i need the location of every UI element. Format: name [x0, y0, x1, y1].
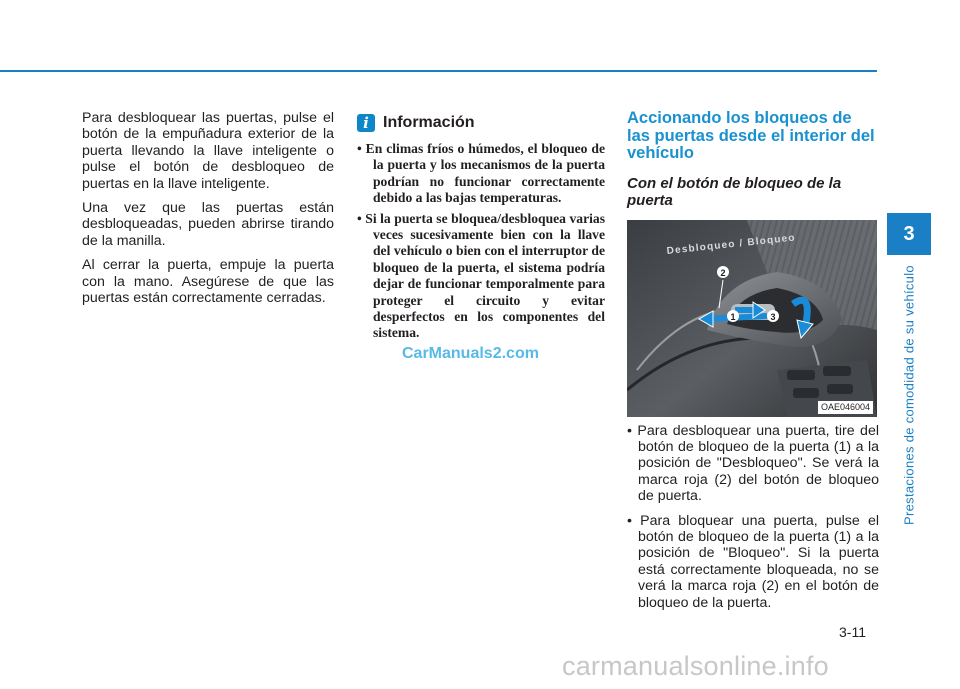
- paragraph-unlock: Para desbloquear las puertas, pulse el botón de la empuñadura exterior de la puerta llevando la llave inteligente o pulse el botón de desbloqueo de puertas en la llave inteligente.: [82, 110, 334, 192]
- left-column: [82, 110, 334, 314]
- section-title: Accionando los bloqueos de las puertas desde el interior del vehículo: [627, 109, 875, 162]
- subsection-title: Con el botón de bloqueo de la puerta: [627, 174, 842, 209]
- info-item-repeat: • Si la puerta se bloquea/desbloquea varias veces sucesivamente bien con la llave del vehículo o bien con el interruptor de bloqueo de la puerta, el sistema podría dejar de funcionar temporalmente para proteger el circuito y evitar desperfectos en los componentes del sistema.: [357, 210, 605, 341]
- info-box: [357, 110, 605, 346]
- door-interior-illustration: [627, 220, 877, 417]
- info-header: [357, 114, 605, 132]
- info-icon: i: [357, 114, 375, 132]
- callout-3: 3: [770, 311, 776, 322]
- info-title: Información: [383, 114, 475, 131]
- instruction-list: [627, 423, 879, 611]
- callout-1: 1: [730, 311, 736, 322]
- door-lock-figure: [627, 220, 877, 417]
- chapter-label: Prestaciones de comodidad de su vehículo: [901, 265, 917, 525]
- instruction-lock: • Para bloquear una puerta, pulse el botón de bloqueo de la puerta (1) a la posición de "Bloqueo". Si la puerta está correctamente bloqueada, no se verá la marca roja (2) en el botón de bloqueo de la puerta.: [627, 512, 879, 611]
- paragraph-close: Al cerrar la puerta, empuje la puerta con la mano. Asegúrese de que las puertas están correctamente cerradas.: [82, 257, 334, 307]
- right-column: [627, 110, 879, 619]
- callout-2: 2: [720, 267, 726, 278]
- top-rule: [0, 70, 877, 72]
- watermark-text: CarManuals2.com: [402, 345, 539, 362]
- page-number: 3-11: [839, 624, 866, 640]
- figure-code: OAE046004: [818, 401, 873, 414]
- footer-site: carmanualsonline.info: [562, 651, 829, 681]
- figure-label: Desbloqueo / Bloqueo: [666, 232, 797, 257]
- chapter-tab: 3: [887, 213, 931, 255]
- info-item-cold: • En climas fríos o húmedos, el bloqueo de la puerta y los mecanismos de la puerta podrían no funcionar correctamente debido a las bajas temperaturas.: [357, 141, 605, 206]
- instruction-unlock: • Para desbloquear una puerta, tire del botón de bloqueo de la puerta (1) a la posición de "Desbloqueo". Se verá la marca roja (2) del botón de bloqueo de puerta.: [627, 422, 879, 505]
- info-list: [357, 141, 605, 342]
- paragraph-open: Una vez que las puertas están desbloqueadas, pueden abrirse tirando de la manilla.: [82, 200, 334, 249]
